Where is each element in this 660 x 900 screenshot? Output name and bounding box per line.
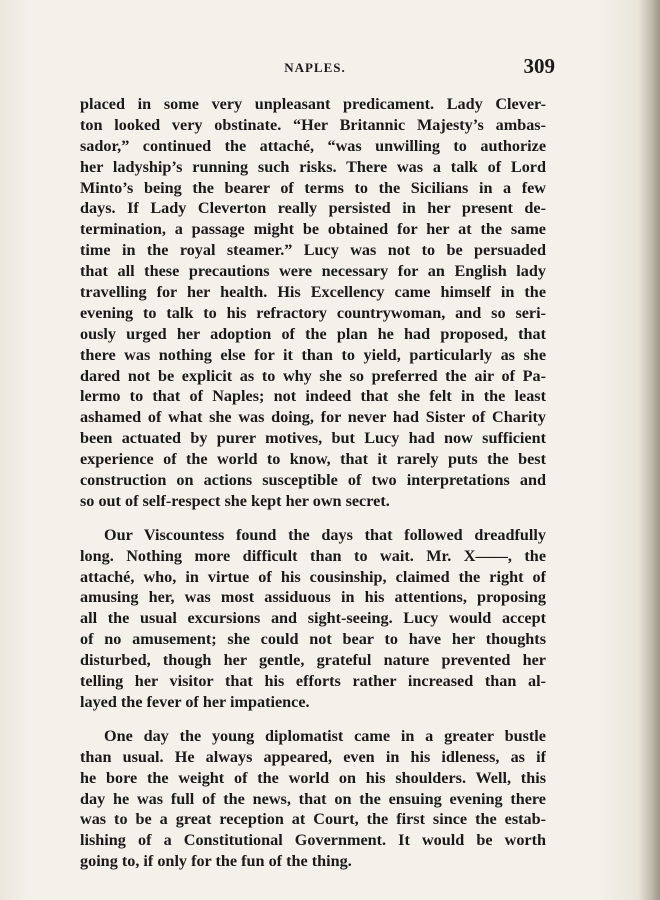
text-line: experience of the world to know, that it rarely puts the best xyxy=(80,450,546,469)
text-line: attaché, who, in virtue of his cousinship, claimed the right of xyxy=(80,567,546,586)
text-line: disturbed, though her gentle, grateful nature prevented her xyxy=(80,651,546,670)
text-line: amusing her, was most assiduous in his attentions, proposing xyxy=(80,588,546,607)
text-line: telling her visitor that his efforts rather increased than al- xyxy=(80,672,546,691)
page-number: 309 xyxy=(523,54,555,78)
text-line: that all these precautions were necessary for an English lady xyxy=(80,262,546,281)
text-line: been actuated by purer motives, but Lucy had now sufficient xyxy=(80,429,546,448)
text-line: than usual. He always appeared, even in his idleness, as if xyxy=(80,747,546,766)
text-line: lermo to that of Naples; not indeed that she felt in the least xyxy=(80,387,546,406)
paragraph xyxy=(80,525,546,713)
text-line: Minto’s being the bearer of terms to the Sicilians in a few xyxy=(80,178,546,197)
text-line: lishing of a Constitutional Government. It would be worth xyxy=(80,831,546,850)
text-line: One day the young diplomatist came in a greater bustle xyxy=(104,726,546,745)
text-line: Our Viscountess found the days that followed dreadfully xyxy=(104,525,546,544)
page-edge-shadow xyxy=(638,0,660,900)
text-line: ously urged her adoption of the plan he had proposed, that xyxy=(80,324,546,343)
text-line: time in the royal steamer.” Lucy was not to be persuaded xyxy=(80,241,546,260)
paragraph xyxy=(80,726,546,872)
text-line: of no amusement; she could not bear to have her thoughts xyxy=(80,630,546,649)
running-head xyxy=(80,54,555,84)
text-line: long. Nothing more difficult than to wait. Mr. X——, the xyxy=(80,546,546,565)
text-line: going to, if only for the fun of the thing. xyxy=(80,852,352,871)
text-line: travelling for her health. His Excellency came himself in the xyxy=(80,283,546,302)
text-line: layed the fever of her impatience. xyxy=(80,692,310,711)
text-line: evening to talk to his refractory countrywoman, and so seri- xyxy=(80,303,546,322)
text-line: her ladyship’s running such risks. There was a talk of Lord xyxy=(80,157,546,176)
text-line: placed in some very unpleasant predicament. Lady Clever- xyxy=(80,95,546,113)
text-line: there was nothing else for it than to yield, particularly as she xyxy=(80,345,546,364)
text-line: he bore the weight of the world on his shoulders. Well, this xyxy=(80,768,546,787)
text-line: day he was full of the news, that on the ensuing evening there xyxy=(80,789,546,808)
text-line: was to be a great reception at Court, the first since the estab- xyxy=(80,810,546,829)
text-line: sador,” continued the attaché, “was unwilling to authorize xyxy=(80,136,546,155)
text-line: dared not be explicit as to why she so preferred the air of Pa- xyxy=(80,366,546,385)
text-line: so out of self-respect she kept her own secret. xyxy=(80,491,390,510)
text-line: ashamed of what she was doing, for never had Sister of Charity xyxy=(80,408,546,427)
text-line: days. If Lady Cleverton really persisted in her present de- xyxy=(80,199,546,218)
text-line: termination, a passage might be obtained for her at the same xyxy=(80,220,546,239)
text-line: all the usual excursions and sight-seeing. Lucy would accept xyxy=(80,609,546,628)
text-line: construction on actions susceptible of two interpretations and xyxy=(80,471,546,490)
text-line: ton looked very obstinate. “Her Britannic Majesty’s ambas- xyxy=(80,115,546,134)
paragraph xyxy=(80,94,546,512)
body-text xyxy=(80,94,546,885)
running-title: NAPLES. xyxy=(284,60,346,75)
